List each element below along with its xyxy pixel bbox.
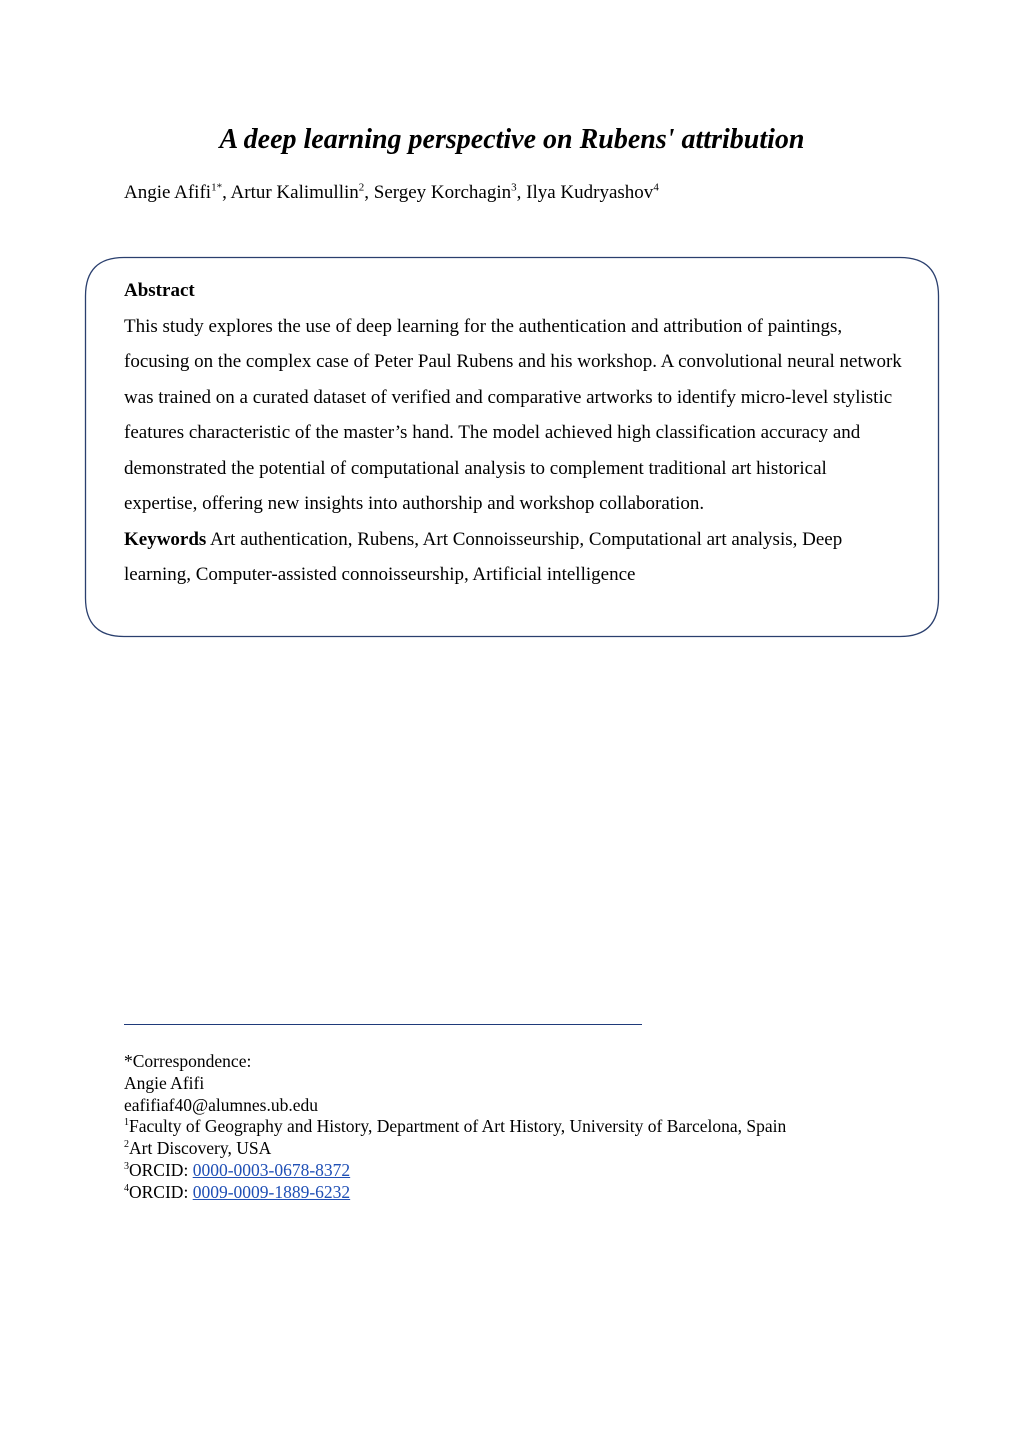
affiliation-2-text: Art Discovery, USA: [129, 1138, 272, 1159]
affiliation-2-mark: 2: [124, 1139, 129, 1151]
author-affiliation-mark: 4: [653, 181, 659, 194]
keywords-label: Keywords: [124, 528, 207, 550]
author-list: Angie Afifi$^{1*}$, Artur Kalimullin$^2$, Sergey Korchagin$^3$, Ilya Kudryashov$^4$: [124, 181, 659, 203]
orcid-4-label: ORCID:: [129, 1181, 193, 1202]
orcid-3-mark: 3: [124, 1161, 129, 1173]
orcid-4: [124, 1182, 786, 1204]
affiliation-1-mark: 1: [124, 1117, 129, 1129]
abstract-section: [124, 273, 904, 593]
orcid-3: [124, 1160, 786, 1182]
author-name: Artur Kalimullin: [230, 182, 359, 203]
keywords-text: Art authentication, Rubens, Art Connoisseurship, Computational art analysis, Deep learning, Computer-assisted connoisseurship, Artificial intelligence: [124, 528, 843, 585]
paper-title: A deep learning perspective on Rubens' attribution: [219, 124, 805, 155]
author-name: Angie Afifi: [124, 182, 212, 203]
affiliation-2: [124, 1138, 786, 1160]
footnote-separator: [124, 1024, 642, 1025]
orcid-3-link[interactable]: 0000-0003-0678-8372: [192, 1159, 351, 1180]
footnotes: [124, 1051, 786, 1204]
author-affiliation-mark: 2: [358, 181, 365, 194]
correspondence-name: Angie Afifi: [124, 1072, 205, 1093]
keywords-line: [124, 522, 904, 593]
orcid-4-link[interactable]: 0009-0009-1889-6232: [192, 1181, 351, 1202]
author-name: Sergey Korchagin: [373, 182, 512, 203]
author-affiliation-mark: 1*: [211, 181, 223, 194]
orcid-3-label: ORCID:: [129, 1159, 193, 1180]
correspondence-label: *Correspondence:: [124, 1051, 252, 1071]
orcid-4-mark: 4: [124, 1182, 129, 1194]
author-affiliation-mark: 3: [511, 181, 517, 194]
correspondence-email: eafifiaf40@alumnes.ub.edu: [124, 1094, 318, 1115]
affiliation-1: [124, 1116, 786, 1138]
abstract-text: This study explores the use of deep learning for the authentication and attribution of paintings, focusing on the complex case of Peter Paul Rubens and his workshop. A convolutional neural network was trained on a curated dataset of verified and comparative artworks to identify micro-level stylistic features characteristic of the master’s hand. The model achieved high classification accuracy and demonstrated the potential of computational analysis to complement traditional art historical expertise, offering new insights into authorship and workshop collaboration.: [124, 315, 902, 514]
abstract-heading: Abstract: [124, 280, 195, 301]
affiliation-1-text: Faculty of Geography and History, Department of Art History, University of Barcelona, Spain: [129, 1116, 787, 1137]
author-name: Ilya Kudryashov: [526, 182, 654, 203]
